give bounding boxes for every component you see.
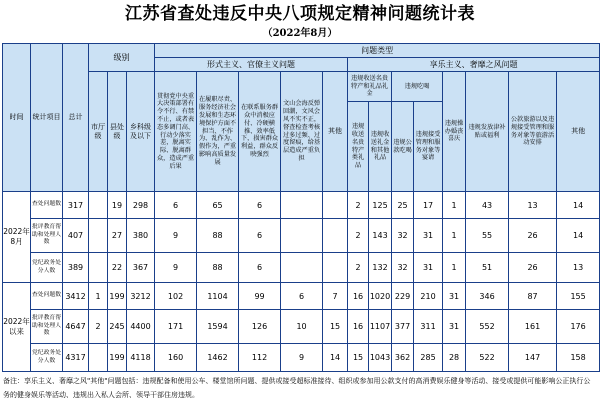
cell-total: 3412 <box>63 283 89 310</box>
cell-f3: 6 <box>239 253 281 283</box>
cell-f3: 6 <box>239 219 281 253</box>
issue-type-header: 问题类型 <box>155 44 600 58</box>
cell-w3: 147 <box>509 344 557 372</box>
cell-f3: 6 <box>239 192 281 219</box>
cell-w2: 552 <box>466 310 509 344</box>
cell-m1: 32 <box>392 253 414 283</box>
cell-w3: 87 <box>509 283 557 310</box>
cell-total: 4647 <box>63 310 89 344</box>
row-label: 查处问题数 <box>31 283 63 310</box>
table-row <box>3 310 600 344</box>
period-label: 2022年8月 <box>3 192 31 283</box>
cell-w2: 522 <box>466 344 509 372</box>
cell-city: 1 <box>89 283 108 310</box>
cell-f1: 171 <box>155 310 197 344</box>
cell-f2: 65 <box>197 192 239 219</box>
cell-f4: 9 <box>281 344 323 372</box>
table-row <box>3 344 600 372</box>
row-label: 批评教育帮助和处理人数 <box>31 219 63 253</box>
cell-f2: 1462 <box>197 344 239 372</box>
row-label: 查处问题数 <box>31 192 63 219</box>
cell-f5: 14 <box>323 344 348 372</box>
cell-w3: 13 <box>509 192 557 219</box>
cell-w4: 14 <box>557 219 600 253</box>
cell-county: 22 <box>108 253 127 283</box>
table-row <box>3 219 600 253</box>
cell-township: 3212 <box>127 283 155 310</box>
gift-col-cash: 违规收送礼金和其他礼品 <box>369 102 392 192</box>
cell-f5 <box>323 219 348 253</box>
cell-f4 <box>281 253 323 283</box>
level-county-header: 县处级 <box>108 72 127 192</box>
cell-f2: 88 <box>197 253 239 283</box>
total-header: 总计 <box>63 44 89 192</box>
cell-township: 380 <box>127 219 155 253</box>
cell-f5 <box>323 192 348 219</box>
cell-f5: 15 <box>323 310 348 344</box>
cell-g1: 15 <box>348 344 369 372</box>
cell-total: 4317 <box>63 344 89 372</box>
hedonism-group-header: 享乐主义、奢靡之风问题 <box>348 58 600 72</box>
cell-f5 <box>323 253 348 283</box>
hedonism-col-travel: 公款旅游以及违规接受管理和服务对象等旅游活动安排 <box>509 72 557 192</box>
cell-f1: 160 <box>155 344 197 372</box>
meal-col-public: 违规公款吃喝 <box>392 102 414 192</box>
cell-w4: 176 <box>557 310 600 344</box>
cell-f4 <box>281 192 323 219</box>
cell-total: 317 <box>63 192 89 219</box>
cell-f4 <box>281 219 323 253</box>
cell-county: 199 <box>108 283 127 310</box>
table-row <box>3 283 600 310</box>
cell-m1: 32 <box>392 219 414 253</box>
cell-w2: 51 <box>466 253 509 283</box>
cell-city <box>89 192 108 219</box>
cell-city: 2 <box>89 310 108 344</box>
hedonism-col-allowance: 违规发放津补贴或福利 <box>466 72 509 192</box>
cell-w1: 1 <box>443 219 466 253</box>
page-title: 江苏省查处违反中央八项规定精神问题统计表 <box>125 4 475 24</box>
cell-f2: 1104 <box>197 283 239 310</box>
formalism-col-3: 在联系服务群众中消极应付、冷硬横推、效率低下，损害群众利益，群众反映强烈 <box>239 72 281 192</box>
cell-w1: 1 <box>443 253 466 283</box>
cell-g2: 125 <box>369 192 392 219</box>
cell-f1: 102 <box>155 283 197 310</box>
formalism-col-1: 贯彻党中央重大决策部署有令不行、有禁不止，或者表态多调门高、行动少落实差，脱离实际、脱离群众，造成严重后果 <box>155 72 197 192</box>
cell-f4: 10 <box>281 310 323 344</box>
row-label: 党纪政务处分人数 <box>31 253 63 283</box>
footnote: 备注：享乐主义、奢靡之风"其他"问题包括：违规配备和使用公车、楼堂馆所问题、提供或接受超标准接待、组织或参加用公款支付的高消费娱乐健身等活动、接受或提供可能影响公正执行公务的健身娱乐等活动、违规出入私人会所、领导干部住房违规。 <box>3 377 591 399</box>
cell-m2: 210 <box>414 283 443 310</box>
cell-f2: 88 <box>197 219 239 253</box>
cell-m1: 25 <box>392 192 414 219</box>
time-header: 时间 <box>3 44 31 192</box>
cell-m2: 285 <box>414 344 443 372</box>
cell-f3: 126 <box>239 310 281 344</box>
cell-w1: 31 <box>443 310 466 344</box>
cell-county: 27 <box>108 219 127 253</box>
cell-g2: 1043 <box>369 344 392 372</box>
cell-f3: 99 <box>239 283 281 310</box>
statistics-table <box>2 43 600 372</box>
cell-w4: 14 <box>557 192 600 219</box>
cell-w1: 28 <box>443 344 466 372</box>
cell-township: 298 <box>127 192 155 219</box>
cell-w4: 155 <box>557 283 600 310</box>
table-row <box>3 253 600 283</box>
cell-city <box>89 253 108 283</box>
cell-g2: 1020 <box>369 283 392 310</box>
cell-g1: 2 <box>348 192 369 219</box>
cell-g2: 143 <box>369 219 392 253</box>
cell-f3: 112 <box>239 344 281 372</box>
cell-township: 4118 <box>127 344 155 372</box>
cell-f1: 9 <box>155 253 197 283</box>
cell-m2: 17 <box>414 192 443 219</box>
cell-m2: 31 <box>414 253 443 283</box>
cell-m2: 31 <box>414 219 443 253</box>
cell-m1: 229 <box>392 283 414 310</box>
cell-city <box>89 219 108 253</box>
cell-township: 4400 <box>127 310 155 344</box>
meal-group-header: 违规吃喝 <box>392 72 443 102</box>
cell-m1: 377 <box>392 310 414 344</box>
cell-f5: 7 <box>323 283 348 310</box>
cell-township: 367 <box>127 253 155 283</box>
cell-w1: 1 <box>443 192 466 219</box>
level-township-header: 乡科级及以下 <box>127 72 155 192</box>
level-group-header: 级别 <box>89 44 155 72</box>
cell-w3: 26 <box>509 253 557 283</box>
cell-g1: 16 <box>348 283 369 310</box>
cell-w3: 26 <box>509 219 557 253</box>
cell-w2: 346 <box>466 283 509 310</box>
cell-county: 245 <box>108 310 127 344</box>
level-city-header: 市厅级 <box>89 72 108 192</box>
cell-w4: 158 <box>557 344 600 372</box>
cell-m1: 362 <box>392 344 414 372</box>
hedonism-col-other: 其他 <box>557 72 600 192</box>
cell-w2: 43 <box>466 192 509 219</box>
cell-g2: 132 <box>369 253 392 283</box>
row-label: 批评教育帮助和处理人数 <box>31 310 63 344</box>
cell-total: 407 <box>63 219 89 253</box>
cell-f1: 6 <box>155 192 197 219</box>
cell-g1: 2 <box>348 253 369 283</box>
cell-f4: 6 <box>281 283 323 310</box>
cell-city <box>89 344 108 372</box>
meal-col-banquet: 违规接受管理和服务对象等宴请 <box>414 102 443 192</box>
cell-county: 19 <box>108 192 127 219</box>
cell-county: 199 <box>108 344 127 372</box>
cell-g1: 2 <box>348 219 369 253</box>
gift-group-header: 违规收送名贵特产和礼品礼金 <box>348 72 392 102</box>
stat-item-header: 统计项目 <box>31 44 63 192</box>
formalism-col-4: 文山会海反弹回潮，文风会风不实不正，督查检查考核过多过频、过度留痕，给基层造成严重负担 <box>281 72 323 192</box>
cell-f2: 1594 <box>197 310 239 344</box>
row-label: 党纪政务处分人数 <box>31 344 63 372</box>
cell-g1: 16 <box>348 310 369 344</box>
formalism-group-header: 形式主义、官僚主义问题 <box>155 58 348 72</box>
cell-m2: 311 <box>414 310 443 344</box>
period-label: 2022年以来 <box>3 283 31 372</box>
cell-w2: 55 <box>466 219 509 253</box>
cell-w3: 161 <box>509 310 557 344</box>
gift-col-specialty: 违规收送名贵特产类礼品 <box>348 102 369 192</box>
formalism-col-other: 其他 <box>323 72 348 192</box>
cell-w4: 13 <box>557 253 600 283</box>
table-row <box>3 192 600 219</box>
cell-total: 389 <box>63 253 89 283</box>
cell-g2: 1107 <box>369 310 392 344</box>
cell-f1: 9 <box>155 219 197 253</box>
formalism-col-2: 在履职尽责、服务经济社会发展和生态环境保护方面不担当、不作为、乱作为、假作为，严重影响高质量发展 <box>197 72 239 192</box>
hedonism-col-wedding: 违规操办婚丧喜庆 <box>443 72 466 192</box>
page-subtitle: （2022年8月） <box>262 28 338 39</box>
cell-w1: 31 <box>443 283 466 310</box>
